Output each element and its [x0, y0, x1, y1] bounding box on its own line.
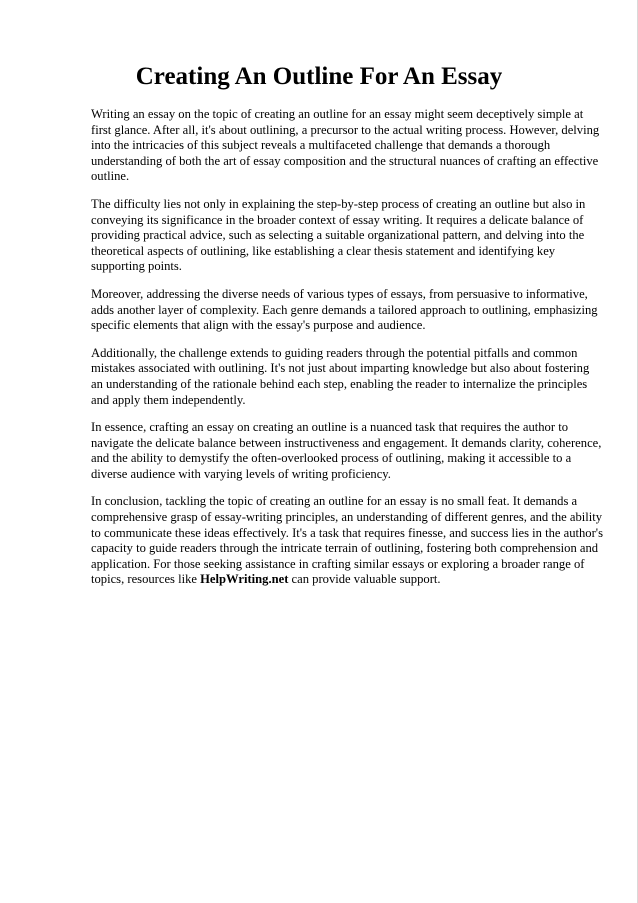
- paragraph-4: Additionally, the challenge extends to guiding readers through the potential pitfalls and common mistakes associated with outlining. It's not just about imparting knowledge but also about fostering an understanding of the rationale behind each step, enabling the reader to internalize the principles and apply them independently.: [91, 345, 590, 407]
- paragraph-6-text-before: In conclusion, tackling the topic of creating an outline for an essay is no small feat. It demands a comprehensive grasp of essay-writing principles, an understanding of different genres, and the ability to communicate these ideas effectively. It's a task that requires finesse, and success lies in the author's capacity to guide readers through the intricate terrain of outlining, fostering both comprehension and application. For those seeking assistance in crafting similar essays or exploring a broader range of topics, resources like: [91, 494, 603, 587]
- paragraph-1: Writing an essay on the topic of creating an outline for an essay might seem deceptively simple at first glance. After all, it's about outlining, a precursor to the actual writing process. However, delving into the intricacies of this subject reveals a multifaceted challenge that demands a thorough understanding of both the art of essay composition and the structural nuances of crafting an effective outline.: [91, 107, 600, 184]
- paragraph-3: Moreover, addressing the diverse needs of various types of essays, from persuasive to informative, adds another layer of complexity. Each genre demands a tailored approach to outlining, emphasizing specific elements that align with the essay's purpose and audience.: [91, 286, 598, 333]
- paragraph-6-text-after: can provide valuable support.: [288, 572, 441, 587]
- paragraph-5: In essence, crafting an essay on creating an outline is a nuanced task that requires the author to navigate the delicate balance between instructiveness and engagement. It demands clarity, coherence, and the ability to demystify the often-overlooked process of outlining, making it accessible to a diverse audience with varying levels of writing proficiency.: [91, 420, 602, 481]
- document-body: [91, 107, 603, 600]
- paragraph-6: [91, 494, 603, 588]
- brand-link[interactable]: HelpWriting.net: [200, 572, 289, 587]
- paragraph-2: The difficulty lies not only in explaining the step-by-step process of creating an outline but also in conveying its significance in the broader context of essay writing. It requires a delicate balance of providing practical advice, such as selecting a suitable organizational pattern, and delving into the theoretical aspects of outlining, like establishing a clear thesis statement and identifying key supporting points.: [91, 196, 586, 274]
- page-title: Creating An Outline For An Essay: [135, 63, 503, 90]
